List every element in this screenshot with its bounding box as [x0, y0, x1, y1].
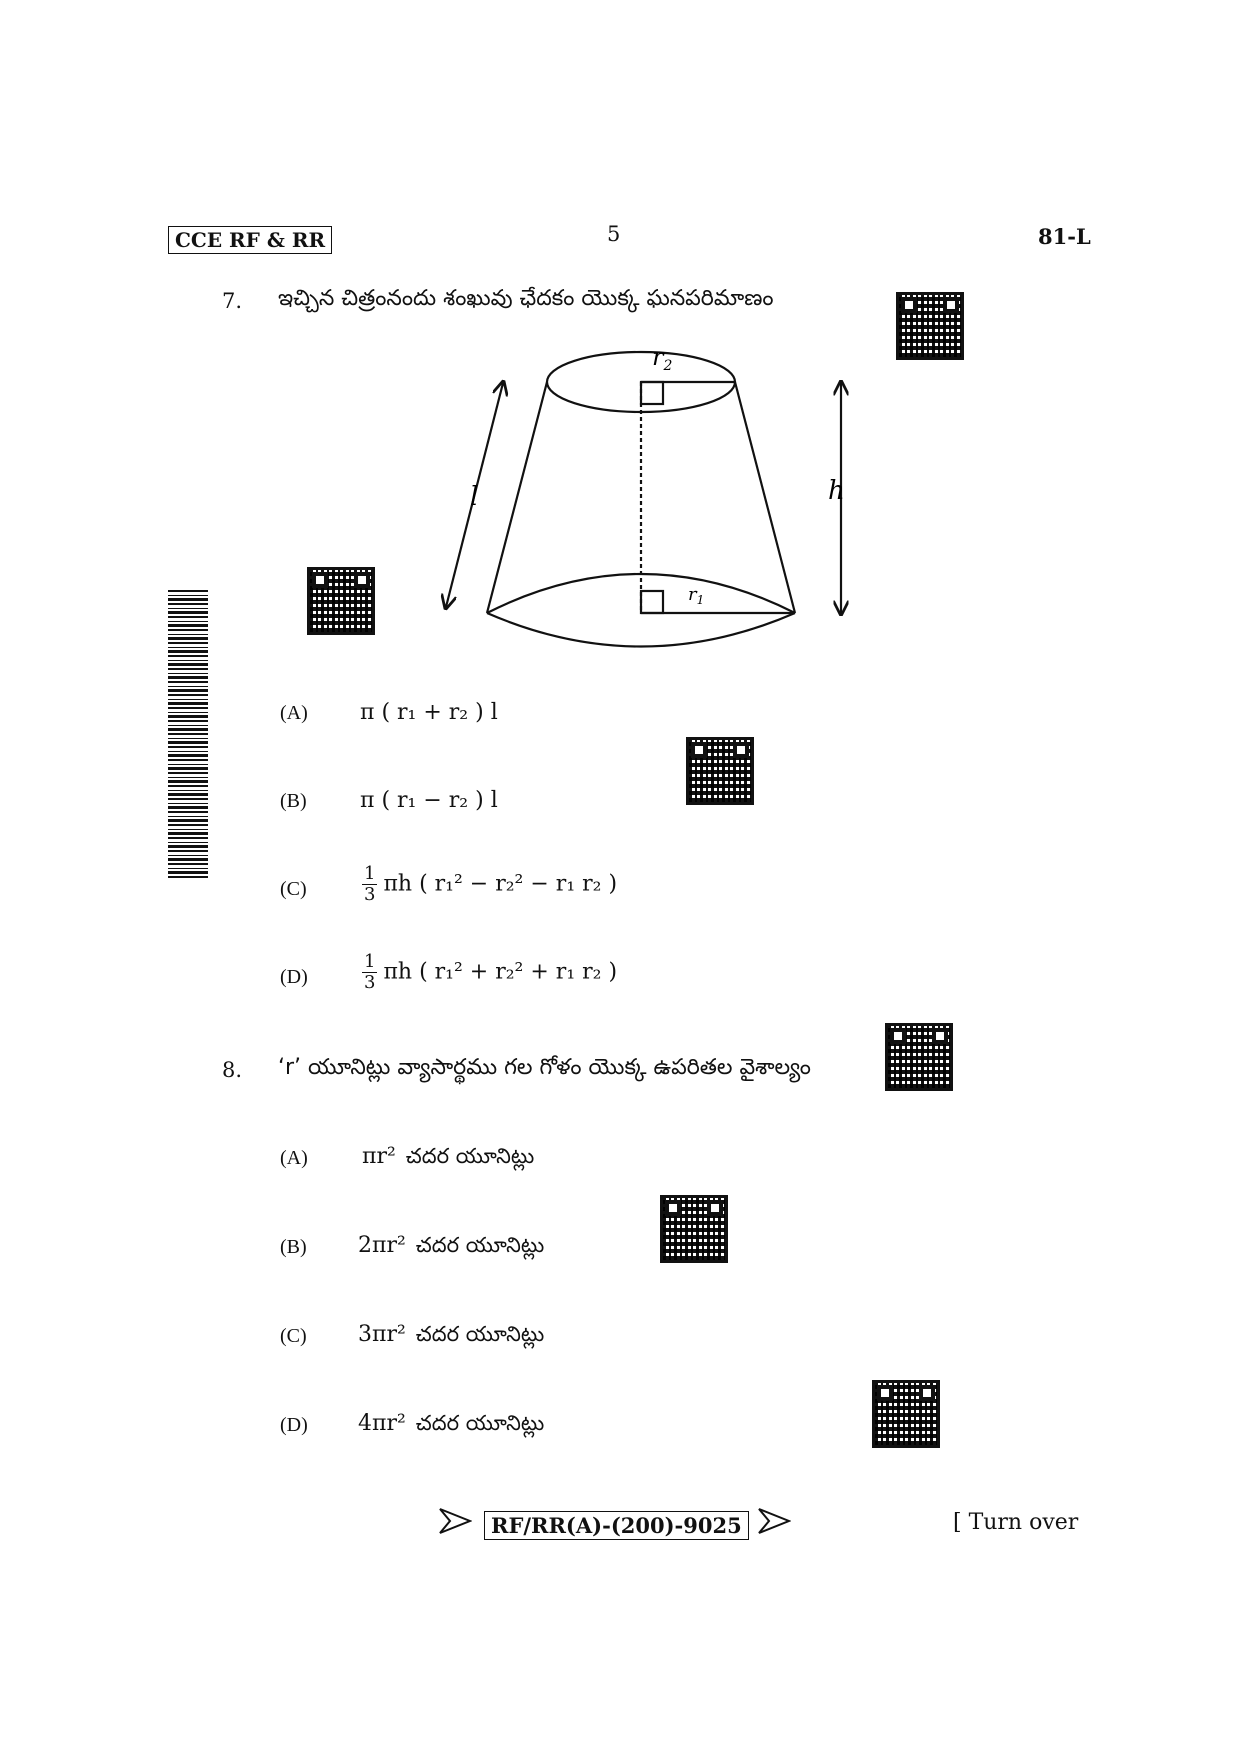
qr-code-3	[686, 737, 754, 805]
q7-option-a-expr: π ( r₁ + r₂ ) l	[360, 700, 498, 725]
label-l: l	[470, 482, 479, 512]
label-r2: $r_2$	[652, 343, 673, 374]
question-8-text: ‘r’ యూనిట్లు వ్యాసార్థము గల గోళం యొక్క ఉపరితల వైశాల్యం	[278, 1055, 811, 1080]
q7-option-d-expr: $\frac{1}{3}$ πh ( r₁² + r₂² + r₁ r₂ )	[364, 951, 618, 993]
question-7-text: ఇచ్చిన చిత్రంనందు శంఖువు ఛేదకం యొక్క ఘనపరిమాణం	[278, 286, 774, 311]
frustum-figure	[420, 335, 880, 670]
top-right-angle-mark	[641, 382, 663, 404]
q7-option-c-label: (C)	[280, 878, 307, 900]
label-h: h	[828, 476, 845, 506]
q7-option-c-expr: $\frac{1}{3}$ πh ( r₁² − r₂² − r₁ r₂ )	[364, 863, 618, 905]
label-r1: $r_1$	[688, 584, 705, 607]
arrow-right-icon	[438, 1507, 472, 1535]
frustum-left-side	[487, 382, 547, 613]
q7-option-b-expr: π ( r₁ − r₂ ) l	[360, 788, 498, 813]
q8-option-b: 2πr² చదర యూనిట్లు	[358, 1233, 545, 1258]
qr-code-1	[896, 292, 964, 360]
frustum-bottom-front	[487, 613, 795, 647]
q8-option-c-label: (C)	[280, 1325, 307, 1347]
q8-option-a-label: (A)	[280, 1147, 308, 1169]
qr-code-2	[307, 567, 375, 635]
frustum-right-side	[735, 382, 795, 613]
fraction-one-third: $\frac{1}{3}$	[364, 951, 376, 993]
barcode-image	[168, 588, 208, 878]
bottom-right-angle-mark	[641, 591, 663, 613]
footer-code-box: RF/RR(A)-(200)-9025	[484, 1511, 749, 1540]
qr-code-6	[872, 1380, 940, 1448]
page-number: 5	[607, 222, 621, 246]
q7-option-d-label: (D)	[280, 966, 308, 988]
q8-option-d-label: (D)	[280, 1414, 308, 1436]
turn-over-label: [ Turn over	[953, 1510, 1079, 1535]
q7-option-b-label: (B)	[280, 790, 307, 812]
q8-option-c: 3πr² చదర యూనిట్లు	[358, 1322, 545, 1347]
header-label-box: CCE RF & RR	[168, 226, 332, 254]
fraction-one-third: $\frac{1}{3}$	[364, 863, 376, 905]
q8-option-d: 4πr² చదర యూనిట్లు	[358, 1411, 545, 1436]
paper-code: 81-L	[1038, 224, 1091, 249]
qr-code-4	[885, 1023, 953, 1091]
question-8-number: 8.	[222, 1058, 243, 1082]
q8-option-b-label: (B)	[280, 1236, 307, 1258]
arrow-right-icon	[757, 1507, 791, 1535]
question-7-number: 7.	[222, 289, 243, 313]
q8-option-a: πr² చదర యూనిట్లు	[362, 1144, 535, 1169]
q7-option-a-label: (A)	[280, 702, 308, 724]
qr-code-5	[660, 1195, 728, 1263]
